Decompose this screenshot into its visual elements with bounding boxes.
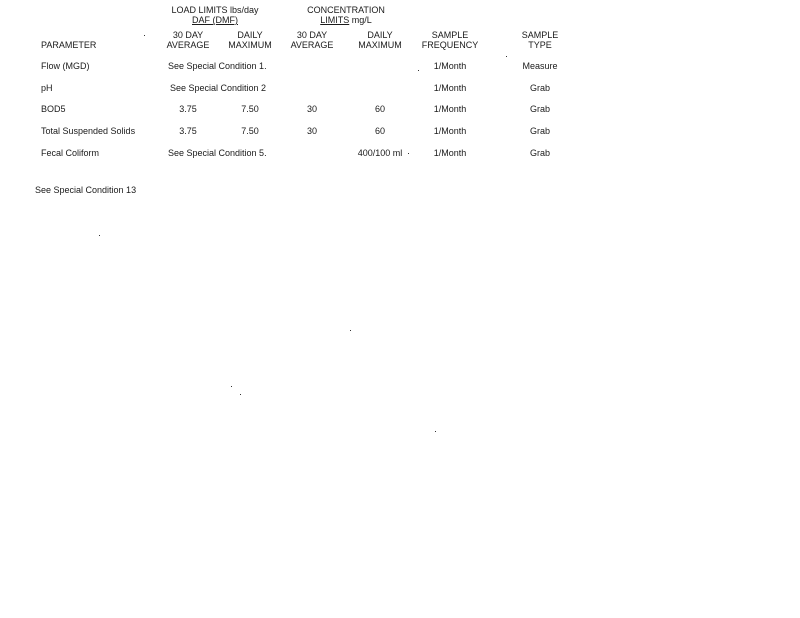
row-bod-load-30: 3.75 — [179, 104, 197, 114]
row-bod-frequency: 1/Month — [433, 104, 467, 114]
scan-speck — [144, 35, 145, 36]
row-fecal-load-note: See Special Condition 5. — [168, 148, 267, 158]
scan-speck — [350, 330, 351, 331]
scan-speck — [240, 394, 241, 395]
scan-speck — [99, 235, 100, 236]
scan-speck — [231, 386, 232, 387]
row-bod-type: Grab — [529, 104, 550, 114]
row-tss-parameter: Total Suspended Solids — [41, 126, 136, 136]
row-ph-parameter: pH — [41, 83, 53, 93]
frequency-header-line1: SAMPLE — [431, 30, 469, 40]
concentration-title: CONCENTRATION — [307, 5, 385, 15]
frequency-header-line2: FREQUENCY — [421, 40, 479, 50]
load-limits-subtitle: DAF (DMF) — [192, 15, 238, 25]
conc-30-day-header-line1: 30 DAY — [296, 30, 328, 40]
row-bod-parameter: BOD5 — [41, 104, 66, 114]
row-flow-type: Measure — [522, 61, 558, 71]
row-bod-conc-30: 30 — [306, 104, 317, 114]
load-daily-header-line2: MAXIMUM — [228, 40, 272, 50]
load-daily-header-line1: DAILY — [237, 30, 263, 40]
load-30-day-header-line2: AVERAGE — [166, 40, 210, 50]
load-limits-title: LOAD LIMITS lbs/day — [171, 5, 259, 15]
conc-daily-header-line2: MAXIMUM — [358, 40, 402, 50]
row-flow-frequency: 1/Month — [433, 61, 467, 71]
limits-label: LIMITS — [320, 15, 350, 25]
parameter-header: PARAMETER — [41, 40, 97, 50]
scan-speck — [408, 153, 409, 154]
row-ph-type: Grab — [529, 83, 550, 93]
row-tss-frequency: 1/Month — [433, 126, 467, 136]
row-ph-frequency: 1/Month — [433, 83, 467, 93]
row-bod-conc-max: 60 — [374, 104, 385, 114]
row-flow-parameter: Flow (MGD) — [41, 61, 90, 71]
scan-speck — [418, 70, 419, 71]
scan-speck — [435, 431, 436, 432]
row-fecal-conc-max: 400/100 ml — [357, 148, 403, 158]
load-30-day-header-line1: 30 DAY — [172, 30, 204, 40]
row-fecal-type: Grab — [529, 148, 550, 158]
footnote: See Special Condition 13 — [35, 185, 137, 195]
row-fecal-parameter: Fecal Coliform — [41, 148, 100, 158]
conc-30-day-header-line2: AVERAGE — [290, 40, 334, 50]
row-tss-type: Grab — [529, 126, 550, 136]
conc-daily-header-line1: DAILY — [367, 30, 393, 40]
scan-speck — [506, 56, 507, 57]
row-fecal-frequency: 1/Month — [433, 148, 467, 158]
row-flow-load-note: See Special Condition 1. — [168, 61, 267, 71]
concentration-unit: mg/L — [349, 15, 372, 25]
type-header-line2: TYPE — [528, 40, 552, 50]
row-tss-conc-30: 30 — [306, 126, 317, 136]
row-tss-load-max: 7.50 — [241, 126, 259, 136]
row-ph-load-note: See Special Condition 2 — [170, 83, 267, 93]
row-tss-conc-max: 60 — [374, 126, 385, 136]
row-bod-load-max: 7.50 — [241, 104, 259, 114]
concentration-subtitle — [290, 15, 402, 25]
row-tss-load-30: 3.75 — [179, 126, 197, 136]
type-header-line1: SAMPLE — [521, 30, 559, 40]
